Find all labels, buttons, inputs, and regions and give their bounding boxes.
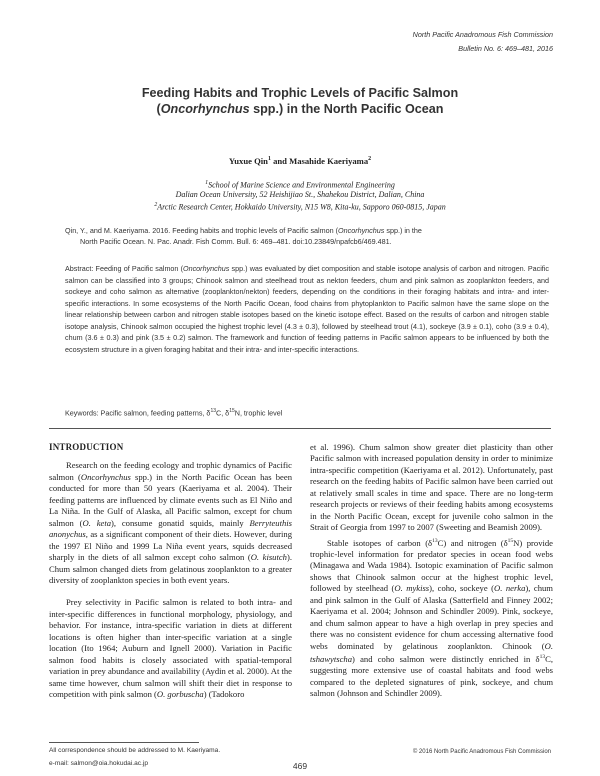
p4-text-d: ), coho, sockeye (: [429, 583, 494, 594]
p1-kisutch: O. kisutch: [250, 552, 287, 563]
citation-part2: spp.) in the: [384, 226, 422, 235]
journal-name: North Pacific Anadromous Fish Commission: [412, 30, 553, 39]
p2-text-b: ) (Tadokoro: [203, 689, 245, 700]
author-list: [0, 156, 600, 166]
affiliation-1-sup: 1: [205, 180, 209, 186]
affiliation-2-text: Arctic Research Center, Hokkaido University, N15 W8, Kita-ku, Sapporo 060-0815, Japan: [157, 202, 446, 212]
p4-tshawytscha: O. tshawytscha: [310, 640, 553, 664]
author-1: Yuxue Qin: [228, 156, 268, 166]
p1-berryteuthis: Berryteuthis anonychus: [49, 517, 292, 540]
section-divider: [49, 428, 551, 429]
left-column: [49, 442, 292, 701]
abstract-label: Abstract:: [65, 264, 94, 273]
p4-sup-3: 13: [539, 654, 546, 661]
paper-title-line1: Feeding Habits and Trophic Levels of Pacific Salmon: [141, 86, 459, 100]
keywords-label: Keywords:: [65, 408, 99, 418]
p2-gorbuscha: O. gorbuscha: [156, 689, 204, 700]
p1-text-c: ), consume gonatid squids, mainly: [111, 517, 250, 528]
citation-part1: Qin, Y., and M. Kaeriyama. 2016. Feeding habits and trophic levels of Pacific salmon (: [65, 226, 339, 235]
title-rest: spp.) in the North Pacific Ocean: [249, 102, 444, 116]
right-column: [310, 442, 553, 700]
abstract-text-2: spp.) was evaluated by diet composition and stable isotope analysis of carbon and nitrogen. Pacific salmon can be classified into 3 groups; Chinook salmon and steelhead trout as nekton feeders, chum and pink salmon as zooplankton feeders, and sockeye and coho salmon as alternative (zooplankton/nekton) feeders, depending on the conditions in their foraging habitats and intra- and inter-specific interactions. In some ecosystems of the North Pacific Ocean, food chains from phytoplankton to Pacific salmon have the same slope on the linear relationship between carbon and nitrogen stable isotopes based on the kinetic isotope effect. Based on the results of carbon and nitrogen stable isotope analysis, Chinook salmon occupied the highest trophic level (4.3 ± 0.3), followed by steelhead trout (4.1), sockeye (3.9 ± 0.1), coho (3.9 ± 0.4), chum (3.6 ± 0.3) and pink (3.5 ± 0.2) salmon. The framework and function of feeding patterns in Pacific salmon appears to be influenced by both the ecosystem structure in a given foraging habitat and their intra- and inter-specific interactions.: [65, 264, 549, 354]
author-1-sup: 1: [267, 156, 271, 163]
correspondence-email: e-mail: salmon@oia.hokudai.ac.jp: [49, 760, 149, 767]
p4-text-g: C, suggesting more extensive use of coastal habitats and food webs compared to the depleted signatures of pink, sockeye, and chum salmon (Johnson and Schindler 2009).: [310, 653, 553, 699]
intro-paragraph-2: [49, 597, 292, 700]
p4-text-f: ) and coho salmon were distinctly enriched in δ: [352, 653, 540, 664]
p4-nerka: O. nerka: [494, 583, 526, 594]
affiliation-1-line2: Dalian Ocean University, 52 Heishijiao St., Shahekou District, Dalian, China: [175, 190, 425, 199]
section-heading-introduction: INTRODUCTION: [49, 442, 124, 452]
affiliation-1-text: School of Marine Science and Environmental Engineering: [208, 180, 395, 190]
p1-genus: Oncorhynchus: [80, 471, 131, 482]
p4-text-a: Stable isotopes of carbon (δ: [327, 537, 433, 548]
title-open-paren: (: [156, 102, 161, 116]
p2-text-a: Prey selectivity in Pacific salmon is related to both intra- and inter-specific differences in functional morphology, physiology, and behavior. For instance, intra-specific variation in diets at different locations is often higher than inter-specific variation at a single location (Ito 1964; Auburn and Ignell 2000). Variation in Pacific salmon food habits is closely associated with spatial-temporal variation in prey abundance and availability (Aydin et al. 2000). At the same time however, chum salmon will shift their diet in response to competition with pink salmon (: [49, 597, 292, 700]
p4-sup-2: 15: [507, 537, 514, 544]
title-genus: Oncorhynchus: [160, 102, 250, 116]
citation-line1: [65, 226, 549, 237]
citation-line2: North Pacific Ocean. N. Pac. Anadr. Fish Comm. Bull. 6: 469–481. doi:10.23849/npafcb6/469.481.: [80, 237, 392, 246]
p4-sup-1: 13: [432, 537, 438, 544]
correspondence-note: All correspondence should be addressed to M. Kaeriyama.: [49, 747, 221, 754]
abstract-genus: Oncorhynchus: [183, 264, 230, 273]
abstract: [65, 263, 549, 355]
p4-text-c: N) provide trophic-level information for predator species in ocean food webs (Minagawa and Wada 1984). Isotopic examination of Pacific salmon shows that Chinook salmon occur at the highest trophic level, followed by steelhead (: [310, 537, 553, 594]
author-and: and: [270, 156, 290, 166]
intro-paragraph-4: [310, 536, 553, 700]
keywords-text-3: N, trophic level: [234, 408, 283, 418]
p1-text-b: spp.) in the North Pacific Ocean has been conducted for more than 50 years (Kaeriyama et al. 2004). Their feeding patterns are influenced by climate events such as El Niño and La Niña. In the Gulf of Alaska, all Pacific salmon, except for chum salmon (: [49, 471, 292, 528]
keywords-sup-2: 15: [229, 408, 235, 414]
bulletin-info: Bulletin No. 6: 469–481, 2016: [458, 44, 553, 53]
p4-text-b: C) and nitrogen (δ: [437, 537, 508, 548]
author-2-sup: 2: [368, 156, 372, 163]
keywords: [65, 408, 282, 417]
keywords-text-2: C, δ: [216, 408, 230, 418]
page-number: 469: [292, 761, 308, 771]
keywords-text-1: Pacific salmon, feeding patterns, δ: [98, 408, 211, 418]
p1-text-a: Research on the feeding ecology and trophic dynamics of Pacific salmon (: [49, 460, 292, 482]
affiliation-2-sup: 2: [154, 202, 158, 208]
footnote-rule: [49, 742, 199, 743]
keywords-sup-1: 13: [210, 408, 216, 414]
p4-mykiss: O. mykiss: [394, 583, 430, 594]
intro-paragraph-1: [49, 460, 292, 586]
copyright-notice: © 2016 North Pacific Anadromous Fish Commission: [412, 749, 551, 755]
p1-text-e: ). Chum salmon changed diets from gelatinous zooplankton to a greater diversity of zooplankton species in both event years.: [49, 552, 292, 585]
affiliation-2: [0, 200, 600, 213]
p1-text-d: , as a significant component of their diets. However, during the 1997 El Niño and 1999 La Niña event years, squids decreased sharply in the diets of all salmon except coho salmon (: [49, 529, 292, 563]
p4-text-e: ), chum and pink salmon in the Gulf of Alaska (Satterfield and Finney 2002; Kaeriyama et al. 2004; Johnson and Schindler 2009). Pink, sockeye, and chum salmon appear to have a high overlap in prey species and there was no consistent evidence for chum accessing alternative food webs dominated by gelatinous zooplankton. Chinook (: [310, 583, 553, 651]
paper-title-line2: [0, 101, 600, 117]
citation-genus: Oncorhynchus: [338, 226, 385, 235]
author-2: Masahide Kaeriyama: [289, 156, 369, 166]
abstract-text-1: Feeding of Pacific salmon (: [93, 264, 183, 273]
p1-keta: O. keta: [82, 517, 112, 528]
intro-paragraph-3: et al. 1996). Chum salmon show greater diet plasticity than other Pacific salmon with increased population density in order to minimize intra-specific competition (Kaeriyama et al. 2012). Unfortunately, past research on the feeding habits of Pacific salmon have been carried out at relatively small scales in time and space. There are no long-term research projects or reviews of their feeding habits among ecosystems in the North Pacific Ocean, except for juvenile coho salmon in the Strait of Georgia from 1997 to 2007 (Sweeting and Beamish 2009).: [310, 442, 553, 533]
